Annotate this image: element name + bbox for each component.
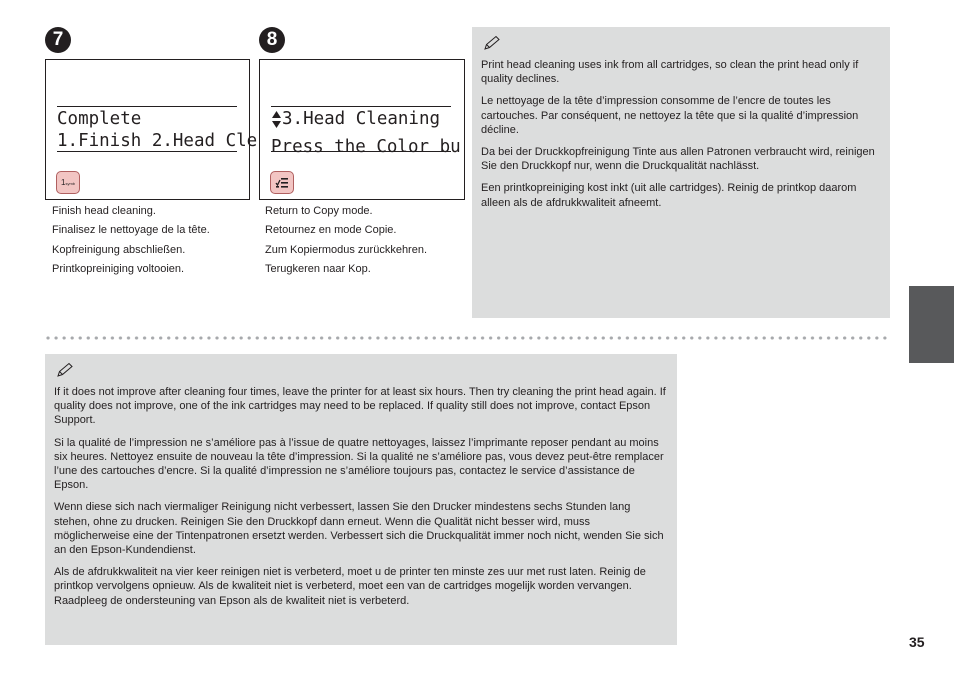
note-bottom-fr: Si la qualité de l’impression ne s’améliore pas à l’issue de quatre nettoyages, laissez l’imprimante reposer pendant au moins six heures. Nettoyez ensuite de nouveau la tête d’impression. Si la qualité ne s’améliore pas, vous devez peut-être remplacer l’une des cartouches d’encre. Si la qualité d’impression ne s’améliore toujours pas, contactez le service d’assistance de Epson. (54, 436, 664, 492)
note-box-bottom (45, 354, 677, 645)
symb-1-button-label: 1 (60, 178, 66, 187)
step-7-caption-fr: Finalisez le nettoyage de la tête. (52, 224, 210, 237)
pencil-icon (56, 362, 74, 378)
note-top-de: Da bei der Druckkopfreinigung Tinte aus allen Patronen verbraucht wird, reinigen Sie den Druckkopf nur, wenn die Druckqualität nachlässt. (481, 146, 875, 173)
step-8-lcd-line-2: Press the Color bu (271, 137, 461, 157)
step-8-caption-fr: Retournez en mode Copie. (265, 224, 397, 237)
step-7-badge: 7 (45, 27, 71, 53)
menu-list-icon (275, 177, 289, 189)
note-top-nl: Een printkopreiniging kost inkt (uit alle cartridges). Reinig de printkop daarom alleen als de afdrukkwaliteit afneemt. (481, 182, 857, 209)
step-8-lcd-panel (259, 59, 465, 200)
step-8-caption-de: Zum Kopiermodus zurückkehren. (265, 243, 428, 256)
pencil-icon (483, 35, 501, 51)
step-7-caption-en: Finish head cleaning. (52, 205, 156, 217)
step-7-lcd-line-1: Complete (57, 109, 142, 129)
side-tab (909, 286, 954, 363)
note-top-en: Print head cleaning uses ink from all cartridges, so clean the print head only if quality declines. (481, 59, 859, 86)
step-7-captions (52, 202, 210, 279)
note-bottom-en: If it does not improve after cleaning four times, leave the printer for at least six hours. Then try cleaning the print head again. If quality does not improve, one of the ink cartridges may need to be replaced. If quality still does not improve, contact Epson Support. (54, 386, 666, 427)
step-7-lcd-line-2: 1.Finish 2.Head Cle (57, 131, 258, 151)
step-8-caption-nl: Terugkeren naar Kop. (265, 262, 371, 275)
step-8-badge: 8 (259, 27, 285, 53)
dotted-separator (44, 336, 890, 340)
step-8-lcd-line-1: 3.Head Cleaning (282, 109, 441, 129)
symb-1-button-sublabel: symb (65, 181, 75, 186)
note-box-top (472, 27, 890, 318)
menu-button[interactable] (270, 171, 294, 194)
note-bottom-de: Wenn diese sich nach viermaliger Reinigung nicht verbessert, lassen Sie den Drucker mindestens sechs Stunden lang stehen, ohne zu drucken. Reinigen Sie den Druckkopf dann erneut. Wenn die Qualität nicht besser wird, muss möglicherweise eine der Tintenpatronen ersetzt werden. Verbessert sich die Druckqualität immer noch nicht, wenden Sie sich an den Epson-Kundendienst. (54, 501, 664, 557)
step-8-caption-en: Return to Copy mode. (265, 205, 373, 217)
step-7-lcd-screen (57, 106, 258, 152)
symb-1-button[interactable] (56, 171, 80, 194)
step-7-caption-de: Kopfreinigung abschließen. (52, 243, 186, 256)
note-bottom-nl: Als de afdrukkwaliteit na vier keer reinigen niet is verbeterd, moet u de printer ten minste zes uur met rust laten. Reinig de printkop vervolgens opnieuw. Als de kwaliteit niet is verbeterd, moet een van de cartridges mogelijk worden vervangen. Raadpleeg de ondersteuning van Epson als de kwaliteit niet is verbeterd. (54, 566, 646, 607)
up-down-arrow-icon (271, 108, 282, 136)
step-8-lcd-screen (271, 106, 461, 157)
step-7-caption-nl: Printkopreiniging voltooien. (52, 262, 185, 275)
step-7-lcd-panel (45, 59, 258, 200)
step-8-captions (265, 202, 427, 279)
note-top-fr: Le nettoyage de la tête d’impression consomme de l’encre de toutes les cartouches. Par conséquent, ne nettoyez la tête que si la qualité d’impression décline. (481, 95, 859, 136)
page-number: 35 (909, 634, 925, 650)
